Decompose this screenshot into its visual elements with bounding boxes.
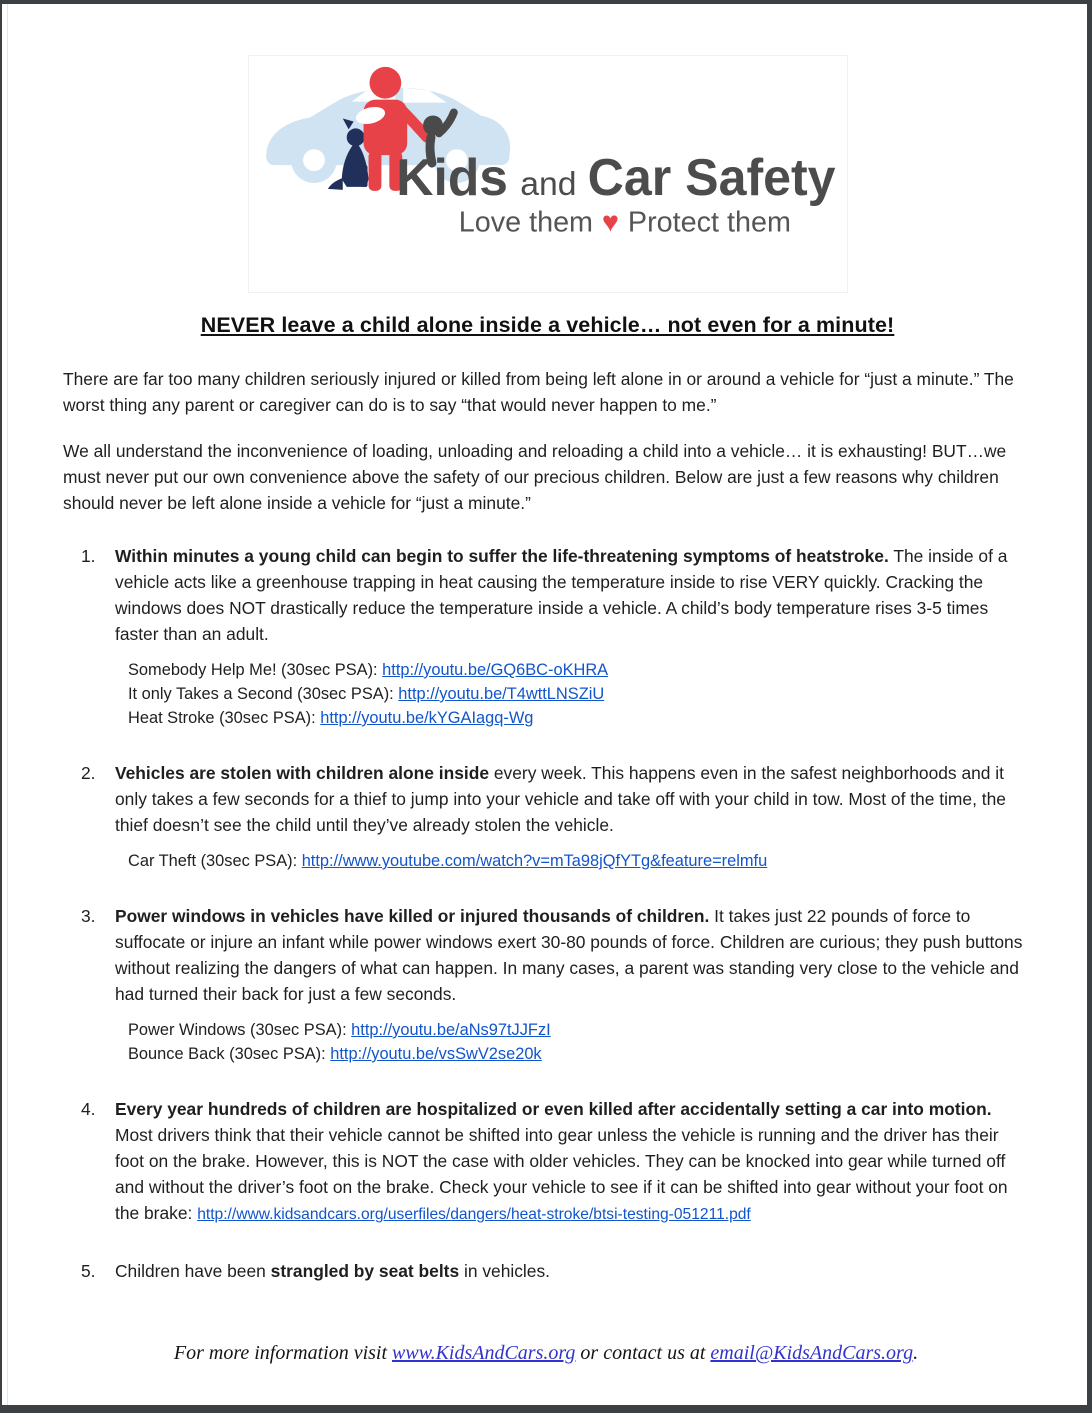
footer-link-website[interactable]: www.KidsAndCars.org [392, 1342, 576, 1364]
reason-item-5 [63, 1258, 1032, 1284]
psa-link[interactable]: http://youtu.be/GQ6BC-oKHRA [382, 661, 609, 679]
reason-number: 1. [81, 546, 96, 566]
psa-link[interactable]: http://youtu.be/kYGAIagq-Wg [320, 709, 534, 727]
reason-number: 3. [81, 906, 96, 926]
reason-plain-text: It takes just 22 pounds of force to suffocate or injure an infant while power windows exert 30-80 pounds of force. Children are curious; they push buttons without realizing the dangers of what can happen. In many cases, a parent was standing very close to the vehicle and had turned their back for just a few seconds. [115, 906, 1023, 1004]
psa-line [128, 849, 1032, 873]
psa-label: Power Windows (30sec PSA): [128, 1021, 352, 1039]
psa-links [115, 658, 1032, 730]
psa-line [128, 658, 1032, 682]
reason-text [115, 546, 1007, 644]
reasons-list [63, 543, 1032, 1284]
viewport-border-left [0, 0, 2, 1413]
reason-number: 4. [81, 1099, 96, 1119]
reason-plain-text: Children have been [115, 1261, 271, 1281]
psa-link[interactable]: http://youtu.be/vsSwV2se20k [330, 1045, 542, 1063]
reason-plain-text: in vehicles. [459, 1261, 550, 1281]
page-title: NEVER leave a child alone inside a vehicle… not even for a minute! [200, 313, 895, 337]
reason-plain-text: Most drivers think that their vehicle cannot be shifted into gear unless the vehicle is running and the driver has their foot on the brake. However, this is NOT the case with older vehicles. They can be knocked into gear while turned off and without the driver’s foot on the brake. Check your vehicle to see if it can be shifted into gear without your foot on the brake: [115, 1125, 1008, 1223]
page [63, 0, 1032, 1284]
viewport-border-top [0, 0, 1092, 4]
reason-item-4 [63, 1096, 1032, 1228]
footer-link-email[interactable]: email@KidsAndCars.org [710, 1342, 914, 1364]
psa-label: It only Takes a Second (30sec PSA): [128, 685, 399, 703]
psa-line [128, 706, 1032, 730]
intro-paragraph-1: There are far too many children seriously injured or killed from being left alone in or around a vehicle for “just a minute.” The worst thing any parent or caregiver can do is to say “that would never happen to me.” [63, 369, 1014, 415]
intro-paragraph-2: We all understand the inconvenience of loading, unloading and reloading a child into a vehicle… it is exhausting! BUT…we must never put our own convenience above the safety of our precious children. Below are just a few reasons why children should never be left alone inside a vehicle for “just a minute.” [63, 441, 1007, 513]
tagline-love: Love them [458, 206, 593, 239]
reason-item-1 [63, 543, 1032, 730]
heart-icon: ♥ [601, 206, 619, 239]
reason-text [115, 906, 1022, 1004]
reason-item-3 [63, 903, 1032, 1066]
viewport-border-right [1087, 0, 1092, 1413]
page-edge-line [7, 4, 8, 1405]
reason-number: 2. [81, 763, 96, 783]
logo-brand-car-safety: Car Safety [587, 147, 836, 206]
footer-text: For more information visit [173, 1342, 393, 1364]
psa-links [115, 849, 1032, 873]
psa-label: Car Theft (30sec PSA): [128, 852, 302, 870]
psa-line [128, 1018, 1032, 1042]
reason-item-2 [63, 760, 1032, 873]
tagline-protect: Protect them [627, 206, 791, 239]
psa-label: Somebody Help Me! (30sec PSA): [128, 661, 383, 679]
reason-bold-text: Vehicles are stolen with children alone inside [115, 763, 490, 783]
logo-tagline [458, 207, 790, 239]
viewport-border-bottom [0, 1405, 1092, 1413]
psa-link[interactable]: http://www.youtube.com/watch?v=mTa98jQfYTg&feature=relmfu [301, 852, 768, 870]
reason-bold-text: Power windows in vehicles have killed or injured thousands of children. [115, 906, 710, 926]
reason-plain-text: every week. This happens even in the safest neighborhoods and it only takes a few seconds for a thief to jump into your vehicle and take off with your child in tow. Most of the time, the thief doesn’t see the child until they’ve already stolen the vehicle. [115, 763, 1006, 835]
reason-bold-text: strangled by seat belts [270, 1261, 460, 1281]
reason-bold-text: Every year hundreds of children are hospitalized or even killed after accidentally setting a car into motion. [115, 1099, 992, 1119]
logo [248, 55, 848, 293]
psa-line [128, 682, 1032, 706]
footer-text: or contact us at [575, 1342, 711, 1364]
footer [0, 1342, 1092, 1365]
psa-link[interactable]: http://youtu.be/aNs97tJJFzI [351, 1021, 551, 1039]
reason-text [115, 1261, 550, 1281]
reason-bold-text: Within minutes a young child can begin to suffer the life-threatening symptoms of heatstroke. [115, 546, 889, 566]
psa-label: Bounce Back (30sec PSA): [128, 1045, 331, 1063]
psa-link[interactable]: http://youtu.be/T4wttLNSZiU [398, 685, 605, 703]
logo-graphic [249, 56, 847, 292]
inline-link[interactable]: http://www.kidsandcars.org/userfiles/dangers/heat-stroke/btsi-testing-051211.pdf [197, 1206, 751, 1223]
logo-brand-and: and [519, 164, 576, 203]
reason-number: 5. [81, 1261, 96, 1281]
psa-links [115, 1018, 1032, 1066]
psa-line [128, 1042, 1032, 1066]
logo-brand-kids: Kids [395, 147, 508, 206]
reason-text [115, 1099, 1008, 1223]
psa-label: Heat Stroke (30sec PSA): [128, 709, 321, 727]
footer-text: . [913, 1342, 919, 1364]
footer-line [174, 1342, 918, 1364]
reason-plain-text: The inside of a vehicle acts like a greenhouse trapping in heat causing the temperature inside to rise VERY quickly. Cracking the windows does NOT drastically reduce the temperature inside a vehicle. A child’s body temperature rises 3-5 times faster than an adult. [115, 546, 1008, 644]
reason-text [115, 763, 1006, 835]
